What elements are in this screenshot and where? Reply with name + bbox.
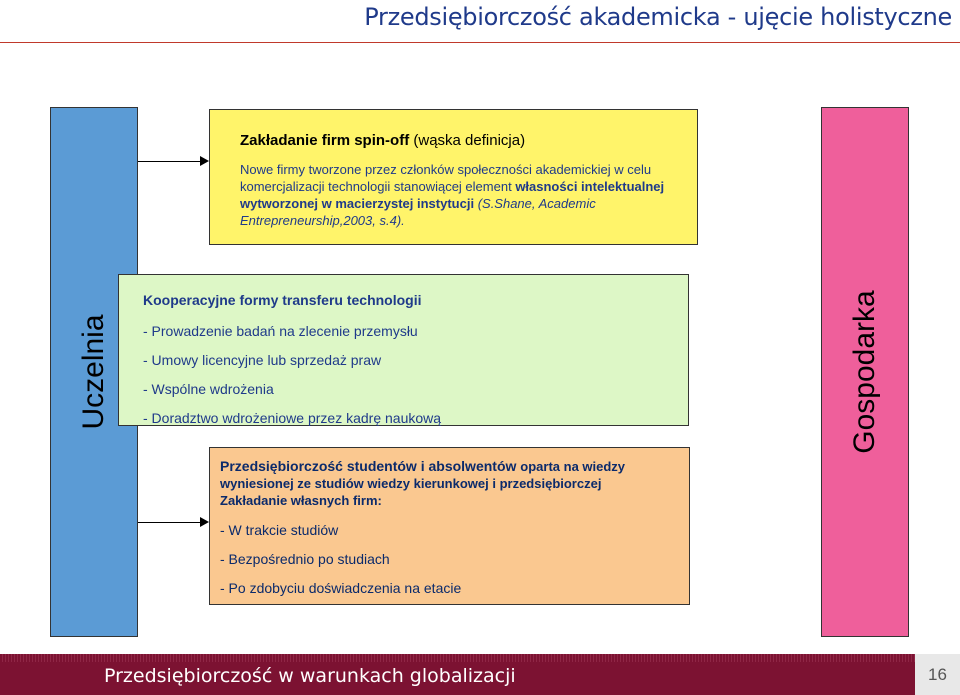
students-arrowhead-icon [200, 517, 209, 527]
list-item: - W trakcie studiów [220, 522, 339, 538]
spinoff-box [209, 109, 698, 245]
page-number: 16 [915, 654, 960, 695]
title-divider [0, 42, 960, 43]
page-title: Przedsiębiorczość akademicka - ujęcie holistyczne [364, 3, 952, 31]
cooperation-title: Kooperacyjne formy transferu technologii [143, 292, 422, 308]
spinoff-definition: Nowe firmy tworzone przez członków społeczności akademickiej w celu komercjalizacji technologii stanowiącej element własności intelektualnej wytworzonej w macierzystej instytucji (S.Shane, Academic Entrepreneurship,2003, s.4). [240, 162, 665, 228]
list-item: - Doradztwo wdrożeniowe przez kadrę naukową [143, 410, 442, 426]
list-item: - Po zdobyciu doświadczenia na etacie [220, 580, 462, 596]
list-item: - Wspólne wdrożenia [143, 381, 274, 397]
students-box [209, 447, 690, 605]
spinoff-arrow-line [138, 161, 200, 162]
footer-title: Przedsiębiorczość w warunkach globalizacji [104, 665, 516, 687]
list-item: - Prowadzenie badań na zlecenie przemysłu [143, 323, 418, 339]
spinoff-arrowhead-icon [200, 156, 209, 166]
list-item: - Umowy licencyjne lub sprzedaż praw [143, 352, 382, 368]
university-label: Uczelnia [77, 314, 110, 430]
students-title: Przedsiębiorczość studentów i absolwentów oparta na wiedzy wyniesionej ze studiów wiedzy kierunkowej i przedsiębiorczej Zakładanie własnych firm: [220, 458, 626, 508]
cooperation-box [118, 274, 689, 426]
footer-hatch [0, 654, 960, 662]
list-item: - Bezpośrednio po studiach [220, 551, 390, 567]
economy-label: Gospodarka [848, 290, 881, 454]
spinoff-title: Zakładanie firm spin-off (wąska definicja) [240, 132, 526, 149]
students-arrow-line [138, 522, 200, 523]
economy-column [821, 107, 909, 637]
